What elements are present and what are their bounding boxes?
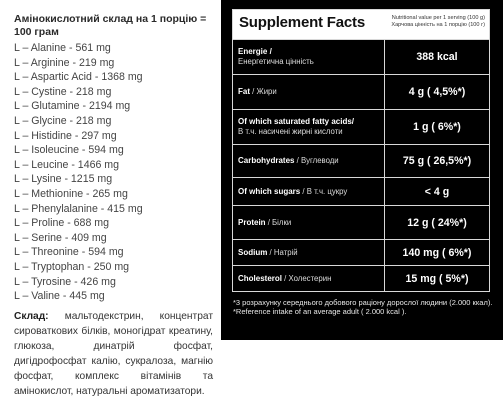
row-value: 1 g ( 6%*) xyxy=(413,121,461,133)
amino-list xyxy=(14,41,143,304)
facts-row-saturated-fat xyxy=(233,110,489,145)
row-label-en: Carbohydrates xyxy=(238,156,295,165)
serving-note xyxy=(391,15,485,29)
ingredients-label: Склад: xyxy=(14,311,49,322)
row-label-en: Protein xyxy=(238,217,266,227)
amino-item: L – Arginine - 219 mg xyxy=(14,56,115,69)
facts-row-sodium xyxy=(233,240,489,266)
amino-item: L – Glycine - 218 mg xyxy=(14,114,112,127)
supplement-facts-panel xyxy=(221,0,503,340)
row-value: 388 kcal xyxy=(416,51,458,63)
amino-item: L – Threonine - 594 mg xyxy=(14,246,124,259)
amino-item: L – Methionine - 265 mg xyxy=(14,187,128,200)
row-label-en: Energie / xyxy=(238,47,272,56)
amino-item: L – Proline - 688 mg xyxy=(14,217,110,230)
row-value: < 4 g xyxy=(424,185,450,198)
row-label-ua: / Холестерин xyxy=(282,274,332,283)
row-label-ua: / Натрій xyxy=(267,247,298,257)
footnote-ua: *3 розрахунку середнього добового раціону дорослої людини (2.000 ккал). xyxy=(233,298,493,307)
amino-item: L – Tryptophan - 250 mg xyxy=(14,260,130,273)
facts-row-fat xyxy=(233,75,489,110)
serving-note-en: Nutritional value per 1 serving (100 g) xyxy=(391,15,485,21)
facts-header xyxy=(233,10,489,40)
amino-item: L – Leucine - 1466 mg xyxy=(14,158,120,171)
left-column xyxy=(0,0,225,417)
facts-row-cholesterol xyxy=(233,266,489,292)
amino-item: L – Serine - 409 mg xyxy=(14,231,107,244)
row-label-en: Of which saturated fatty acids/ xyxy=(238,117,355,126)
row-label-en: Cholesterol xyxy=(238,274,283,283)
row-label-ua: Енергетична цінність xyxy=(238,57,314,66)
row-label-en: Of which sugars xyxy=(238,186,301,196)
amino-item: L – Alanine - 561 mg xyxy=(14,42,111,54)
amino-title: Амінокислотний склад на 1 порцію = 100 грам xyxy=(14,13,207,38)
amino-item: L – Aspartic Acid - 1368 mg xyxy=(14,71,143,84)
row-label-ua: / Жири xyxy=(250,87,277,96)
serving-note-ua: Харчова цінність на 1 порцію (100 г) xyxy=(391,22,485,29)
row-label-ua: / В т.ч. цукру xyxy=(300,186,348,196)
facts-row-protein xyxy=(233,206,489,240)
row-label-ua: / Вуглеводи xyxy=(294,156,339,165)
reference-footnote xyxy=(233,298,493,317)
amino-item: L – Tyrosine - 426 mg xyxy=(14,275,116,288)
facts-row-carbohydrates xyxy=(233,145,489,178)
row-value: 4 g ( 4,5%*) xyxy=(408,86,466,98)
facts-row-energy xyxy=(233,40,489,75)
row-value: 12 g ( 24%*) xyxy=(407,216,467,229)
row-label-en: Sodium xyxy=(238,247,268,257)
amino-item: L – Glutamine - 2194 mg xyxy=(14,100,131,113)
row-value: 140 mg ( 6%*) xyxy=(402,246,472,259)
amino-item: L – Histidine - 297 mg xyxy=(14,129,117,142)
row-label-ua: В т.ч. насичені жирні кислоти xyxy=(238,127,343,136)
row-value: 15 mg ( 5%*) xyxy=(405,273,469,285)
amino-item: L – Valine - 445 mg xyxy=(14,290,105,303)
facts-title: Supplement Facts xyxy=(239,14,365,31)
footnote-en: *Reference intake of an average adult ( 2.000 kcal ). xyxy=(233,307,407,317)
ingredients-body: мальтодекстрин, концентрат сироваткових білків, моногідрат креатину, глюкоза, динатрій фосфат, дигідрофосфат калію, сукралоза, магнію фосфат, комплекс вітамінів та амінокислот, натуральні ароматизатори. xyxy=(14,311,213,397)
amino-item: L – Isoleucine - 594 mg xyxy=(14,144,124,157)
facts-table xyxy=(232,9,490,292)
facts-row-sugars xyxy=(233,178,489,206)
amino-item: L – Lysine - 1215 mg xyxy=(14,173,113,186)
amino-item: L – Phenylalanine - 415 mg xyxy=(14,202,143,215)
amino-item: L – Cystine - 218 mg xyxy=(14,85,112,98)
row-label-ua: / Білки xyxy=(265,217,292,227)
ingredients-text xyxy=(14,309,213,399)
row-label-en: Fat xyxy=(238,87,250,96)
row-value: 75 g ( 26,5%*) xyxy=(402,155,472,167)
